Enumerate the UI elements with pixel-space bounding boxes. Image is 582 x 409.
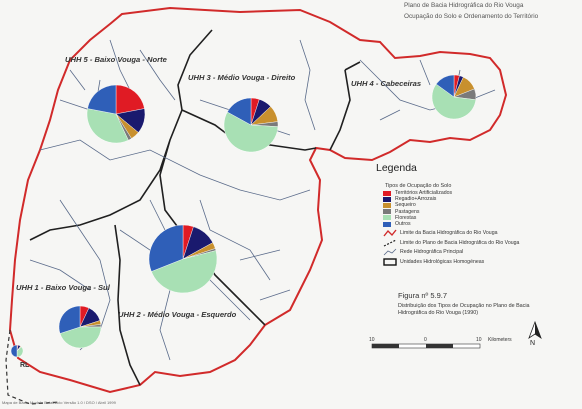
north-arrow-icon xyxy=(529,322,541,338)
legend-line-label: Rede Hidrográfica Principal xyxy=(400,249,464,255)
header-title: Plano de Bacia Hidrográfica do Rio Vouga xyxy=(404,2,524,9)
legend-swatch xyxy=(383,215,391,220)
scale-tick-mid: 0 xyxy=(424,337,427,343)
pie-uhh5 xyxy=(87,85,145,143)
legend-line-symbol xyxy=(383,248,397,256)
figure-number: Figura nº 5.9.7 xyxy=(398,291,448,300)
legend-label: Territórios Artificializados xyxy=(395,190,453,196)
legend-line-label: Limite do Plano de Bacia Hidrográfica do Rio Vouga xyxy=(400,240,520,246)
legend-swatch xyxy=(383,203,391,208)
legend-item xyxy=(383,190,452,196)
uhh3-label: UHH 3 - Médio Vouga - Direito xyxy=(188,73,296,82)
legend-item xyxy=(383,221,411,227)
header-subtitle: Ocupação do Solo e Ordenamento do Território xyxy=(404,13,539,20)
legend-label: Sequeiro xyxy=(395,202,416,209)
legend-line-item xyxy=(383,229,497,237)
legend-item xyxy=(383,202,416,208)
legend-swatch xyxy=(383,209,391,214)
scale-unit: Kilometers xyxy=(488,337,512,343)
pie-uhh4 xyxy=(432,75,476,119)
figure-caption: Distribuição dos Tipos de Ocupação no Plano de Bacia Hidrográfica do Rio Vouga (1990) xyxy=(398,303,530,316)
pie-uhh2 xyxy=(149,225,217,293)
uhh2-label: UHH 2 - Médio Vouga - Esquerdo xyxy=(118,310,237,319)
uhh4-label: UHH 4 - Cabeceiras xyxy=(351,79,422,88)
pie-uhh3 xyxy=(224,98,278,152)
uhh1-label: UHH 1 - Baixo Vouga - Sul xyxy=(16,283,110,292)
legend-line-symbol xyxy=(383,229,397,237)
legend-label: Pastagens xyxy=(395,208,420,215)
pie-slice xyxy=(11,345,17,357)
legend-line-item xyxy=(383,258,484,266)
legend-item xyxy=(383,209,420,215)
legend-swatch xyxy=(383,191,391,196)
legend-item xyxy=(383,196,436,202)
legend-line-label: Unidades Hidrológicas Homogéneas xyxy=(400,259,485,265)
legend-label: Regadio+Arrozais xyxy=(395,196,437,203)
rl-label: RL xyxy=(20,362,30,369)
legend-line-item xyxy=(383,239,519,247)
scale-bar xyxy=(372,344,480,348)
river xyxy=(300,40,315,130)
scale-tick-left: 10 xyxy=(369,337,375,343)
legend-line-label: Limite da Bacia Hidrográfica do Rio Vouga xyxy=(400,230,498,236)
river xyxy=(40,140,310,200)
legend-subtitle: Tipos de Ocupação do Solo xyxy=(385,183,452,189)
legend-line-symbol xyxy=(383,258,397,266)
footer-credit: Mapa de Base: Modelo Estatistico Versão 1.0 / DSO / Abril 1999 xyxy=(2,400,116,405)
legend-title: Legenda xyxy=(376,162,417,174)
legend-item xyxy=(383,215,416,221)
legend-swatch xyxy=(383,222,391,227)
river xyxy=(240,250,290,300)
uhh5-label: UHH 5 - Baixo Vouga - Norte xyxy=(65,55,167,64)
pie-uhh1 xyxy=(59,306,101,348)
legend-label: Outros xyxy=(395,221,411,227)
legend-line-item xyxy=(383,248,463,256)
pie-rl xyxy=(11,345,23,357)
legend-line-symbol xyxy=(383,239,397,247)
legend-label: Florestas xyxy=(395,214,417,221)
scale-tick-right: 10 xyxy=(476,337,482,343)
north-label: N xyxy=(530,340,536,347)
legend-swatch xyxy=(383,197,391,202)
